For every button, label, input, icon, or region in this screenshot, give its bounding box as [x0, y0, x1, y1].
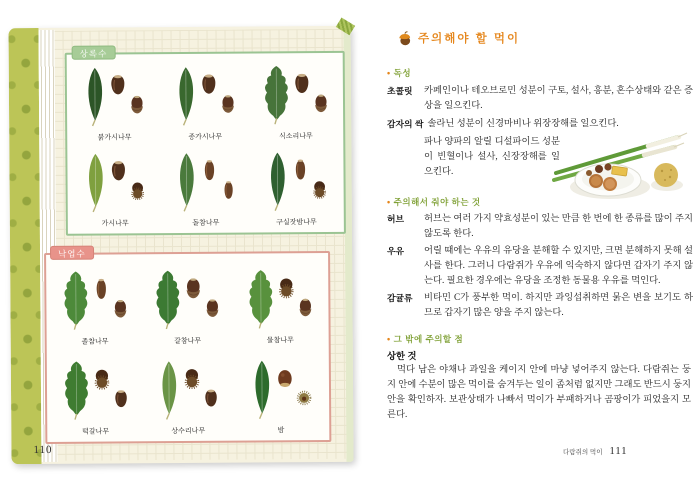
leaf-image [245, 268, 276, 328]
acorn-image [112, 298, 128, 317]
chestnut-image [276, 366, 294, 388]
acorn-image [220, 93, 236, 112]
entry-description: 허브는 여러 가지 약효성분이 있는 만큼 한 번에 한 종류를 많이 주지 않도록 한다. [424, 214, 693, 239]
leaf-image [82, 64, 108, 126]
acorn-image [110, 159, 128, 181]
leaf-image [83, 151, 109, 213]
subheading-spoiled: 상한 것 [387, 351, 417, 361]
leaf-image [264, 149, 290, 211]
acorn-image [130, 181, 146, 200]
entry-term: 감귤류 [387, 293, 413, 303]
entry-description: 파나 양파의 알릴 디설파이드 성분이 빈혈이나 설사, 신장장해를 일으킨다. [424, 137, 560, 177]
page-number-left: 110 [33, 443, 53, 457]
entry-citrus [387, 291, 693, 321]
acorn-image [291, 158, 309, 180]
specimen-galcham [141, 258, 234, 349]
leaf-image [60, 269, 91, 329]
specimen-sangsuri [141, 348, 234, 439]
tree-name: 종가시나무 [188, 133, 223, 141]
entry-term: 감자의 싹 [387, 119, 424, 129]
section-header-label: 주의해서 줘야 하는 것 [393, 197, 481, 207]
entry-herb [387, 212, 693, 242]
book-cover-spine [8, 28, 41, 464]
acorn-image [221, 180, 237, 199]
tree-name: 가시나무 [101, 220, 129, 228]
leaf-image [153, 268, 184, 328]
acorn-image [313, 93, 329, 112]
bullet-icon: • [387, 68, 391, 78]
evergreen-specimen-box [65, 51, 346, 236]
right-page [385, 0, 693, 483]
deciduous-grid [48, 257, 327, 440]
entry-chocolate [387, 84, 693, 114]
leaf-image [261, 64, 292, 124]
section-header-label: 독성 [393, 68, 412, 78]
entry-term: 우유 [387, 246, 404, 256]
specimen-jolcham [48, 258, 141, 349]
specimen-mulcham [233, 257, 326, 348]
evergreen-tab: 상록수 [72, 45, 116, 59]
bullet-icon: • [387, 334, 391, 344]
evergreen-grid [69, 57, 342, 232]
section-header-other-cautions [387, 333, 463, 345]
tree-name: 상수리나무 [171, 427, 206, 436]
leaf-image [173, 63, 199, 125]
spoiled-food-paragraph: 먹다 남은 야채나 과일을 케이지 안에 마냥 넣어주지 않는다. 다람쥐는 둥지 안에 수분이 많은 먹이를 숨겨두는 일이 좀처럼 없지만 그래도 반드시 둥지 안을 확인하자. 보관상태가 나빠서 먹이가 부패하거나 곰팡이가 피었을지 모른다. [387, 365, 691, 420]
tree-name: 떡갈나무 [82, 428, 110, 436]
page-title-text: 주의해야 할 먹이 [418, 33, 521, 45]
deciduous-specimen-box [44, 251, 331, 444]
tree-name: 붉가시나무 [97, 133, 132, 142]
entry-description: 솔라닌 성분이 신경마비나 위장장해를 일으킨다. [427, 119, 619, 129]
acorn-image [92, 277, 110, 299]
acorn-image [129, 94, 145, 113]
tree-name: 돌참나무 [192, 219, 220, 227]
entry-description: 카페인이나 테오브로민 성분이 구토, 설사, 흥분, 혼수상태와 같은 증상을 일으킨다. [424, 86, 693, 111]
entry-description: 비타민 C가 풍부한 먹이. 하지만 과잉섭취하면 묽은 변을 보기도 하므로 갑자기 많은 양을 주지 않는다. [424, 293, 693, 318]
leaf-image [156, 358, 182, 420]
acorn-image [113, 389, 129, 408]
specimen-dolcham [160, 144, 251, 231]
entry-term: 초콜릿 [387, 86, 413, 96]
acorn-image [109, 73, 127, 95]
acorn-image [203, 388, 219, 407]
acorn-icon [397, 31, 412, 46]
specimen-gasi [69, 145, 160, 232]
specimen-bam [234, 347, 327, 438]
tree-name: 졸참나무 [81, 338, 109, 346]
leaf-image [61, 360, 92, 420]
acorn-image [277, 276, 295, 298]
entry-description: 어릴 때에는 우유의 유당을 분해할 수 있지만, 크면 분해하지 못해 설사를 한다. 그러니 다람쥐가 우유에 익숙하지 않다면 갑자기 주지 않는다. 필요한 경우에는 유당을 조정한 동물용 우유를 먹인다. [424, 246, 693, 286]
tree-name: 밤 [277, 427, 285, 435]
section-header-give-carefully [387, 196, 481, 208]
acorn-image [185, 276, 203, 298]
page-title [397, 30, 520, 46]
acorn-image [93, 367, 111, 389]
specimen-tteokgal [49, 349, 142, 440]
acorn-image [200, 159, 218, 181]
acorn-image [298, 297, 314, 316]
acorn-image [200, 72, 218, 94]
tree-name: 갈참나무 [174, 337, 202, 345]
acorn-image [205, 298, 221, 317]
specimen-gusiljatbam [251, 143, 342, 230]
deciduous-tab: 낙엽수 [50, 246, 94, 260]
leaf-image [173, 150, 199, 212]
specimen-bulggasi [69, 58, 160, 145]
specimen-jonggasi [159, 58, 250, 145]
bullet-icon: • [387, 197, 391, 207]
acorn-image [293, 72, 311, 94]
leaf-image [248, 357, 274, 419]
acorn-image [183, 367, 201, 389]
page-footer [563, 446, 627, 457]
tree-name: 물참나무 [266, 336, 294, 344]
section-header-label: 그 밖에 주의할 점 [393, 334, 464, 344]
chestnut-burr-image [296, 387, 312, 406]
caution-foods-photo [552, 123, 695, 207]
tree-name: 구실잣밤나무 [276, 219, 317, 227]
specimen-siksori [250, 57, 341, 144]
section-header-toxicity [387, 67, 411, 79]
chapter-label: 다람쥐의 먹이 [563, 449, 603, 456]
entry-term: 허브 [387, 214, 404, 224]
acorn-image [311, 179, 327, 198]
tree-name: 식소리나무 [278, 132, 313, 140]
entry-milk [387, 244, 693, 289]
page-number-right: 111 [609, 446, 628, 457]
left-page [8, 26, 353, 464]
